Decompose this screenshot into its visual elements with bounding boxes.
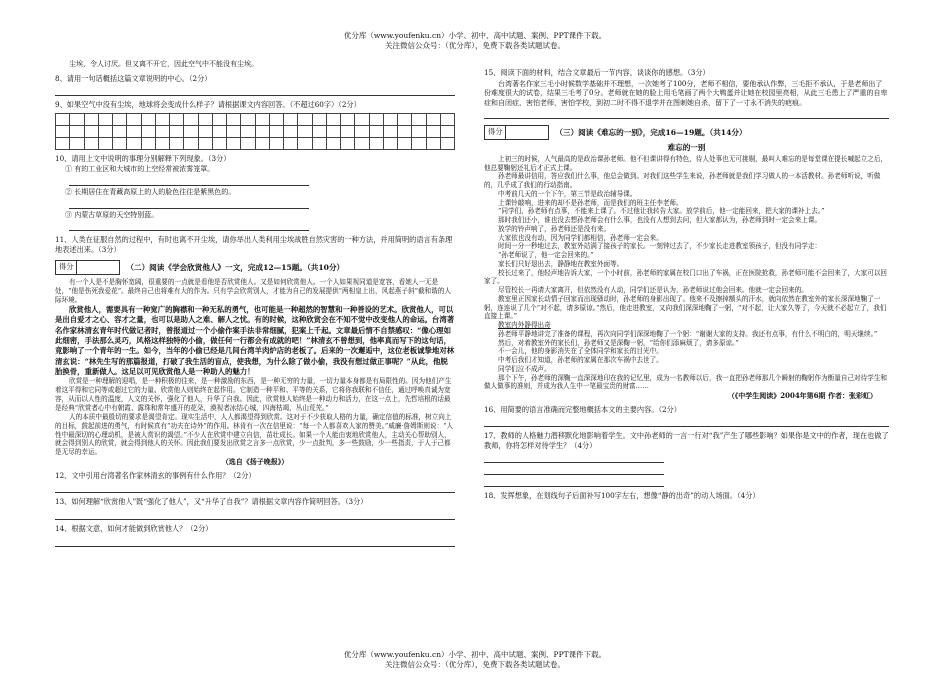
score-box[interactable] bbox=[484, 125, 549, 140]
answer-line-10-1[interactable] bbox=[69, 176, 309, 186]
article-3-paragraph: 中考前几天的一个下午，第三节是政治辅导课。 bbox=[498, 189, 637, 198]
section-3-title: （三）阅读《难忘的一别》，完成16—19题。（共14分） bbox=[555, 128, 747, 138]
left-column bbox=[55, 60, 455, 548]
article-3-paragraph: 校长过来了，他轻声地告诉大家，一个小时前，孙老师的家属在校门口出了车祸，正在医院抢救，孙老师可能不会回来了，大家可以回家了。 bbox=[484, 268, 888, 286]
score-label: 得分 bbox=[59, 262, 74, 272]
article-3-title: 难忘的一别 bbox=[667, 143, 706, 153]
article-3-paragraph: “孙老师说了，他一定会回来的。” bbox=[498, 251, 594, 260]
article-3-paragraph: 教室里正因家长动情子回家而出现骚动时，孙老师的身影出现了。他来不及擦掉额头的汗水，就向依然在教室外的家长深深地鞠了一躬，连连说了几个“对不起，请多原谅。”然后，他走进教室，又向我们深深地鞠了一躬，“对不起，让大家久等了，今天就不必起立了，我们直接上课。” bbox=[484, 294, 887, 321]
article-3-paragraph: 那个下午，孙老师的深鞠一直深深地印在我的记忆里，成为一名教师以后，我一直把孙老师那几个瞬射的鞠躬作为衡量自己对待学生和做人做事的准则，并成为我人生中一笔最宝贵的财富…… bbox=[484, 373, 888, 391]
article-2-paragraph: 有一个人是不是胸怀宽阔，很重要的一点就是看他是否欣赏他人。又是如何欣赏他人。一个人如果视同道是宽容，看她人一无是处，“他是伤死我爱花”。最终自己也将难有大的作为。只有学会欣赏别人，才能为自己的发展提供“两相皇上出，风起燕子斜”截和谐的人际环境。 bbox=[55, 278, 451, 305]
answer-line-14[interactable] bbox=[55, 536, 455, 547]
article-3-source: （《中学生阅读》2004年第6期 作者：张彩虹） bbox=[727, 391, 877, 401]
question-11: 11、人类在征服自然的过程中，有时也离不开尘埃，请你举出人类利用尘埃战胜自然灾害的一种方法，并用简明的语言有条理地表述出来。（3分） bbox=[55, 235, 453, 254]
article-3-paragraph: 上初三的时候，人气最高的是政治课孙老师。他不但课讲得有特色，待人处事也无可挑剔，最叫人难忘的是每堂课在提长喊起立之后，他总要鞠躬还礼后才正式上课。 bbox=[484, 154, 888, 172]
article-3-paragraph: 然后，对着教室外的家长们，孙老师又是深鞠一躬，“给你们添麻烦了，请多原谅。” bbox=[498, 338, 739, 347]
header-line-2: 关注微信公众号：（优分库），免费下载各类试题试卷。 bbox=[385, 41, 565, 50]
section-3-header bbox=[484, 125, 889, 140]
article-3-paragraph: 孙老师最讲信用，答应我们什么事，他总会做到。对我们这些学生来说，孙老师就是我们学习做人的一本活教材。孙老师听说，听做的，几乎成了我们的行动指南。 bbox=[484, 172, 881, 190]
answer-line-17[interactable] bbox=[484, 477, 664, 487]
footer-line-2: 关注微信公众号：（优分库），免费下载各类试题试卷。 bbox=[385, 660, 565, 669]
article-3-paragraph: 家长们只好退出去，静静地在教室外面等。 bbox=[498, 259, 624, 268]
question-15-material: 台湾著名作家三毛小时候数学基础并不理想，一次她考了100分，老师不相信，要他承认作弊，三毛拒不承认，于是老师出了份难度很大的试卷，结果三毛考了0分。老师就在她的脸上用毛笔画了两个大鸭蛋并让她在校园里亮相，从此三毛患上了严重的自卑症和自闭症，害怕老师，害怕学校，到初二时不得不退学并在图刺她自杀，留下了一寸永不消失的疤痕。 bbox=[484, 79, 888, 107]
right-column bbox=[484, 60, 889, 502]
answer-grid-9[interactable] bbox=[55, 113, 455, 150]
answer-line-16[interactable] bbox=[484, 416, 889, 427]
header-line-1: 优分库（www.youfenku.cn）小学、初中、高中试题、案例、PPT课件下载。 bbox=[343, 31, 607, 40]
article-2-source: （选自《扬子晚报》） bbox=[221, 457, 289, 467]
section-2-title: （二）阅读《学会欣赏他人》一文，完成12—15题。（共10分） bbox=[126, 263, 345, 273]
question-9: 9、如果空气中没有尘埃，地球将会变成什么样子？请根据课文内容回答。（不超过60字）（2分） bbox=[55, 100, 361, 110]
underlined-sentence: 教室内外静得出奇 bbox=[498, 321, 551, 330]
article-2-paragraph: 欣赏是一种理解的迎唱，是一种积极的往来，是一种激励的东西，是一种无穷的力量，一切力量本身都是有局限性的。因为他们产生着这平得和它同等或超过它的力量。欣赏他人则始终在起作用。它制造一种平和、平等的关系，它将你我联和不信任，通过呼唤真诚为宽容，从而以人性的温度，人文的关怀，强化了他人，升华了自我。因此，欣赏他人始终是一种动力和活力，在这一点上，先哲培根的话最是经典“欣赏者心中有朝霞、露珠和常年盛开的花朵，漠视者冰结心城，四海枯竭，丛山荒芜。” bbox=[55, 377, 452, 412]
article-3-paragraph: 那时我们还小，谁也没去想孙老师会有什么事，也没有人想到去问，但大家都认为，孙老师到时一定会来上课。 bbox=[498, 216, 822, 225]
question-10-item-1: ① 有的工业区和大城市的上空经常被浓雾笼罩。 bbox=[65, 165, 215, 174]
article-3-paragraph: 不一会儿，他的身影消失在了全体同学和家长的目光中。 bbox=[498, 347, 663, 356]
question-10-item-3: ③ 内蒙古草原的天空特别蓝。 bbox=[65, 210, 159, 219]
question-10: 10、请用上文中说明的事理分别解释下列现象。（3分） bbox=[55, 153, 231, 163]
passage-tail: 尘埃，令人讨厌。但又离不开它，因此空气中不能没有尘埃。 bbox=[69, 60, 258, 68]
answer-line-8[interactable] bbox=[55, 85, 455, 96]
article-3-paragraph: 尽管校长一再请大家离开，但依然没有人动，同学们还是认为，孙老师说过他会回来。他就一定会回来的。 bbox=[498, 286, 808, 295]
article-3-paragraph: 时间一分一秒地过去，教室外站满了接孩子的家长。一刻钟过去了，不少家长走进教室领孩子，但没有同学走： bbox=[498, 242, 822, 251]
answer-line-12[interactable] bbox=[55, 482, 455, 493]
question-18: 18、发挥想象，在划线句子后面补写100字左右，想像“静的出奇”的动人场面。（4分） bbox=[484, 490, 760, 500]
question-13: 13、如何理解“欣赏他人”既“强化了他人”，又“升华了自我”？请根据文章内容作简明回答。（3分） bbox=[55, 497, 368, 507]
score-label: 得分 bbox=[488, 127, 503, 137]
article-3-paragraph: 孙老师平静地讲完了准备的课程，再次向同学们深深地鞠了一个躬：“谢谢大家的支持。我还有点事，有什么不明白的，明天继续。” bbox=[498, 329, 878, 338]
article-2-paragraph: 人的本质中最殷切的要求是渴望肯定。现实生活中，人人都渴望得到欣赏。这对于不少获取人格的力量，确定信值的标准，树立向上的目标，鼓起前进的勇气，有时候真有“功夫在诗外”的作用。林肯有一次在信里说：“每一个人都喜欢人家的赞美。”威廉·詹姆斯则说：“人性中最深切的心理动机，是被人赏识的渴望。”不少人在欣赏中建立自信，苗壮成长。如果一个人能由衷地欣赏他人，主动关心帮助别人，就会得到别人的欣赏，就会得到他人的关怀。因此我们要发出欣赏之言多一点欣赏，少一点批判，多一些鼓励，少一些指责，于人于己都是无尽的幸运。 bbox=[55, 412, 454, 457]
answer-line-17[interactable] bbox=[484, 453, 664, 463]
article-3-paragraph: “同学们，孙老师有点事，不能来上课了。不过他让我转告大家。放学前后，他一定能回来，把大家的课补上去。” bbox=[498, 207, 825, 216]
answer-line-17[interactable] bbox=[484, 465, 664, 475]
question-16: 16、用简要的语言准确而完整地概括本文的主要内容。（2分） bbox=[484, 404, 681, 414]
question-14: 14、根据文意，如何才能做到欣赏他人？（2分） bbox=[55, 524, 213, 534]
question-10-item-2: ② 长期居住在青藏高原上的人的脸色往往是紫黑色的。 bbox=[65, 187, 236, 196]
question-17: 17、教师的人格魅力潜移默化地影响着学生。文中孙老师的一言一行对“我”产生了哪些影响？如果你是文中的作者，现在也做了教师，你将怎样对待学生？（4分） bbox=[484, 431, 889, 450]
article-3-paragraph: 放学的铃声响了，孙老师还是没有来。 bbox=[498, 224, 611, 233]
question-8: 8、请用一句话概括这篇文章说明的中心。（2分） bbox=[55, 73, 212, 83]
article-3-paragraph: 同学们泣不成声。 bbox=[498, 364, 551, 373]
article-3-paragraph: 中考后我们才知道，孙老师的家属在那次车祸中去世了。 bbox=[498, 356, 663, 365]
article-3-paragraph: 大家依也没有动，因为同学们都相信，孙老师一定会来。 bbox=[498, 233, 663, 242]
score-box[interactable] bbox=[55, 260, 120, 275]
article-2-paragraph: 欣赏他人，需要具有一种宽广的胸襟和一种无私的勇气，也可能是一种超然的智慧和一种善设的艺术。欣赏他人，可以是出自爱才之心、容才之量，也可以是助人之难、解人之忧。有的时候，这种欣赏会在不知不觉中改变他人的命运。台湾著名作家林清玄青年时代做记者时，曾报道过一个小偷作案手法非常细腻，犯案上千起。文章最后情不自禁感叹：“像心理如此细密，手法那么灵巧，风格这样独特的小偷，做任何一行都会有成就的吧！”林清玄不曾想到，他率真而写下的这句话，竟影响了一个青年的一生。如今，当年的小偷已经是几间台湾羊肉炉店的老板了。后来的一次邂逅中，这位老板诚挚地对林清玄说：“林先生写的那篇报道，打破了我生活的盲点，使我想，为什么除了做小偷，我没有想过做正事呢？”从此，他脱胎换骨，重新做人。这足以可见欣赏他人是一种助人的魅力！ bbox=[55, 305, 455, 376]
section-2-header bbox=[55, 260, 455, 275]
answer-line-15[interactable] bbox=[484, 108, 889, 119]
answer-line-10-2[interactable] bbox=[69, 199, 309, 209]
footer-line-1: 优分库（www.youfenku.cn）小学、初中、高中试题、案例、PPT课件下载。 bbox=[343, 650, 607, 659]
question-15: 15、阅读下面的材料，结合文章最后一节内容，谈谈你的感想。（3分） bbox=[484, 68, 710, 77]
answer-line-10-3[interactable] bbox=[69, 221, 309, 231]
question-12: 12、文中引用台湾著名作家林清玄的事例有什么作用？（2分） bbox=[55, 470, 256, 480]
answer-line-13[interactable] bbox=[55, 509, 455, 520]
article-3-paragraph: 上课铃敲响，进来的却不是孙老师，而是我们的班主任李老师。 bbox=[498, 198, 683, 207]
